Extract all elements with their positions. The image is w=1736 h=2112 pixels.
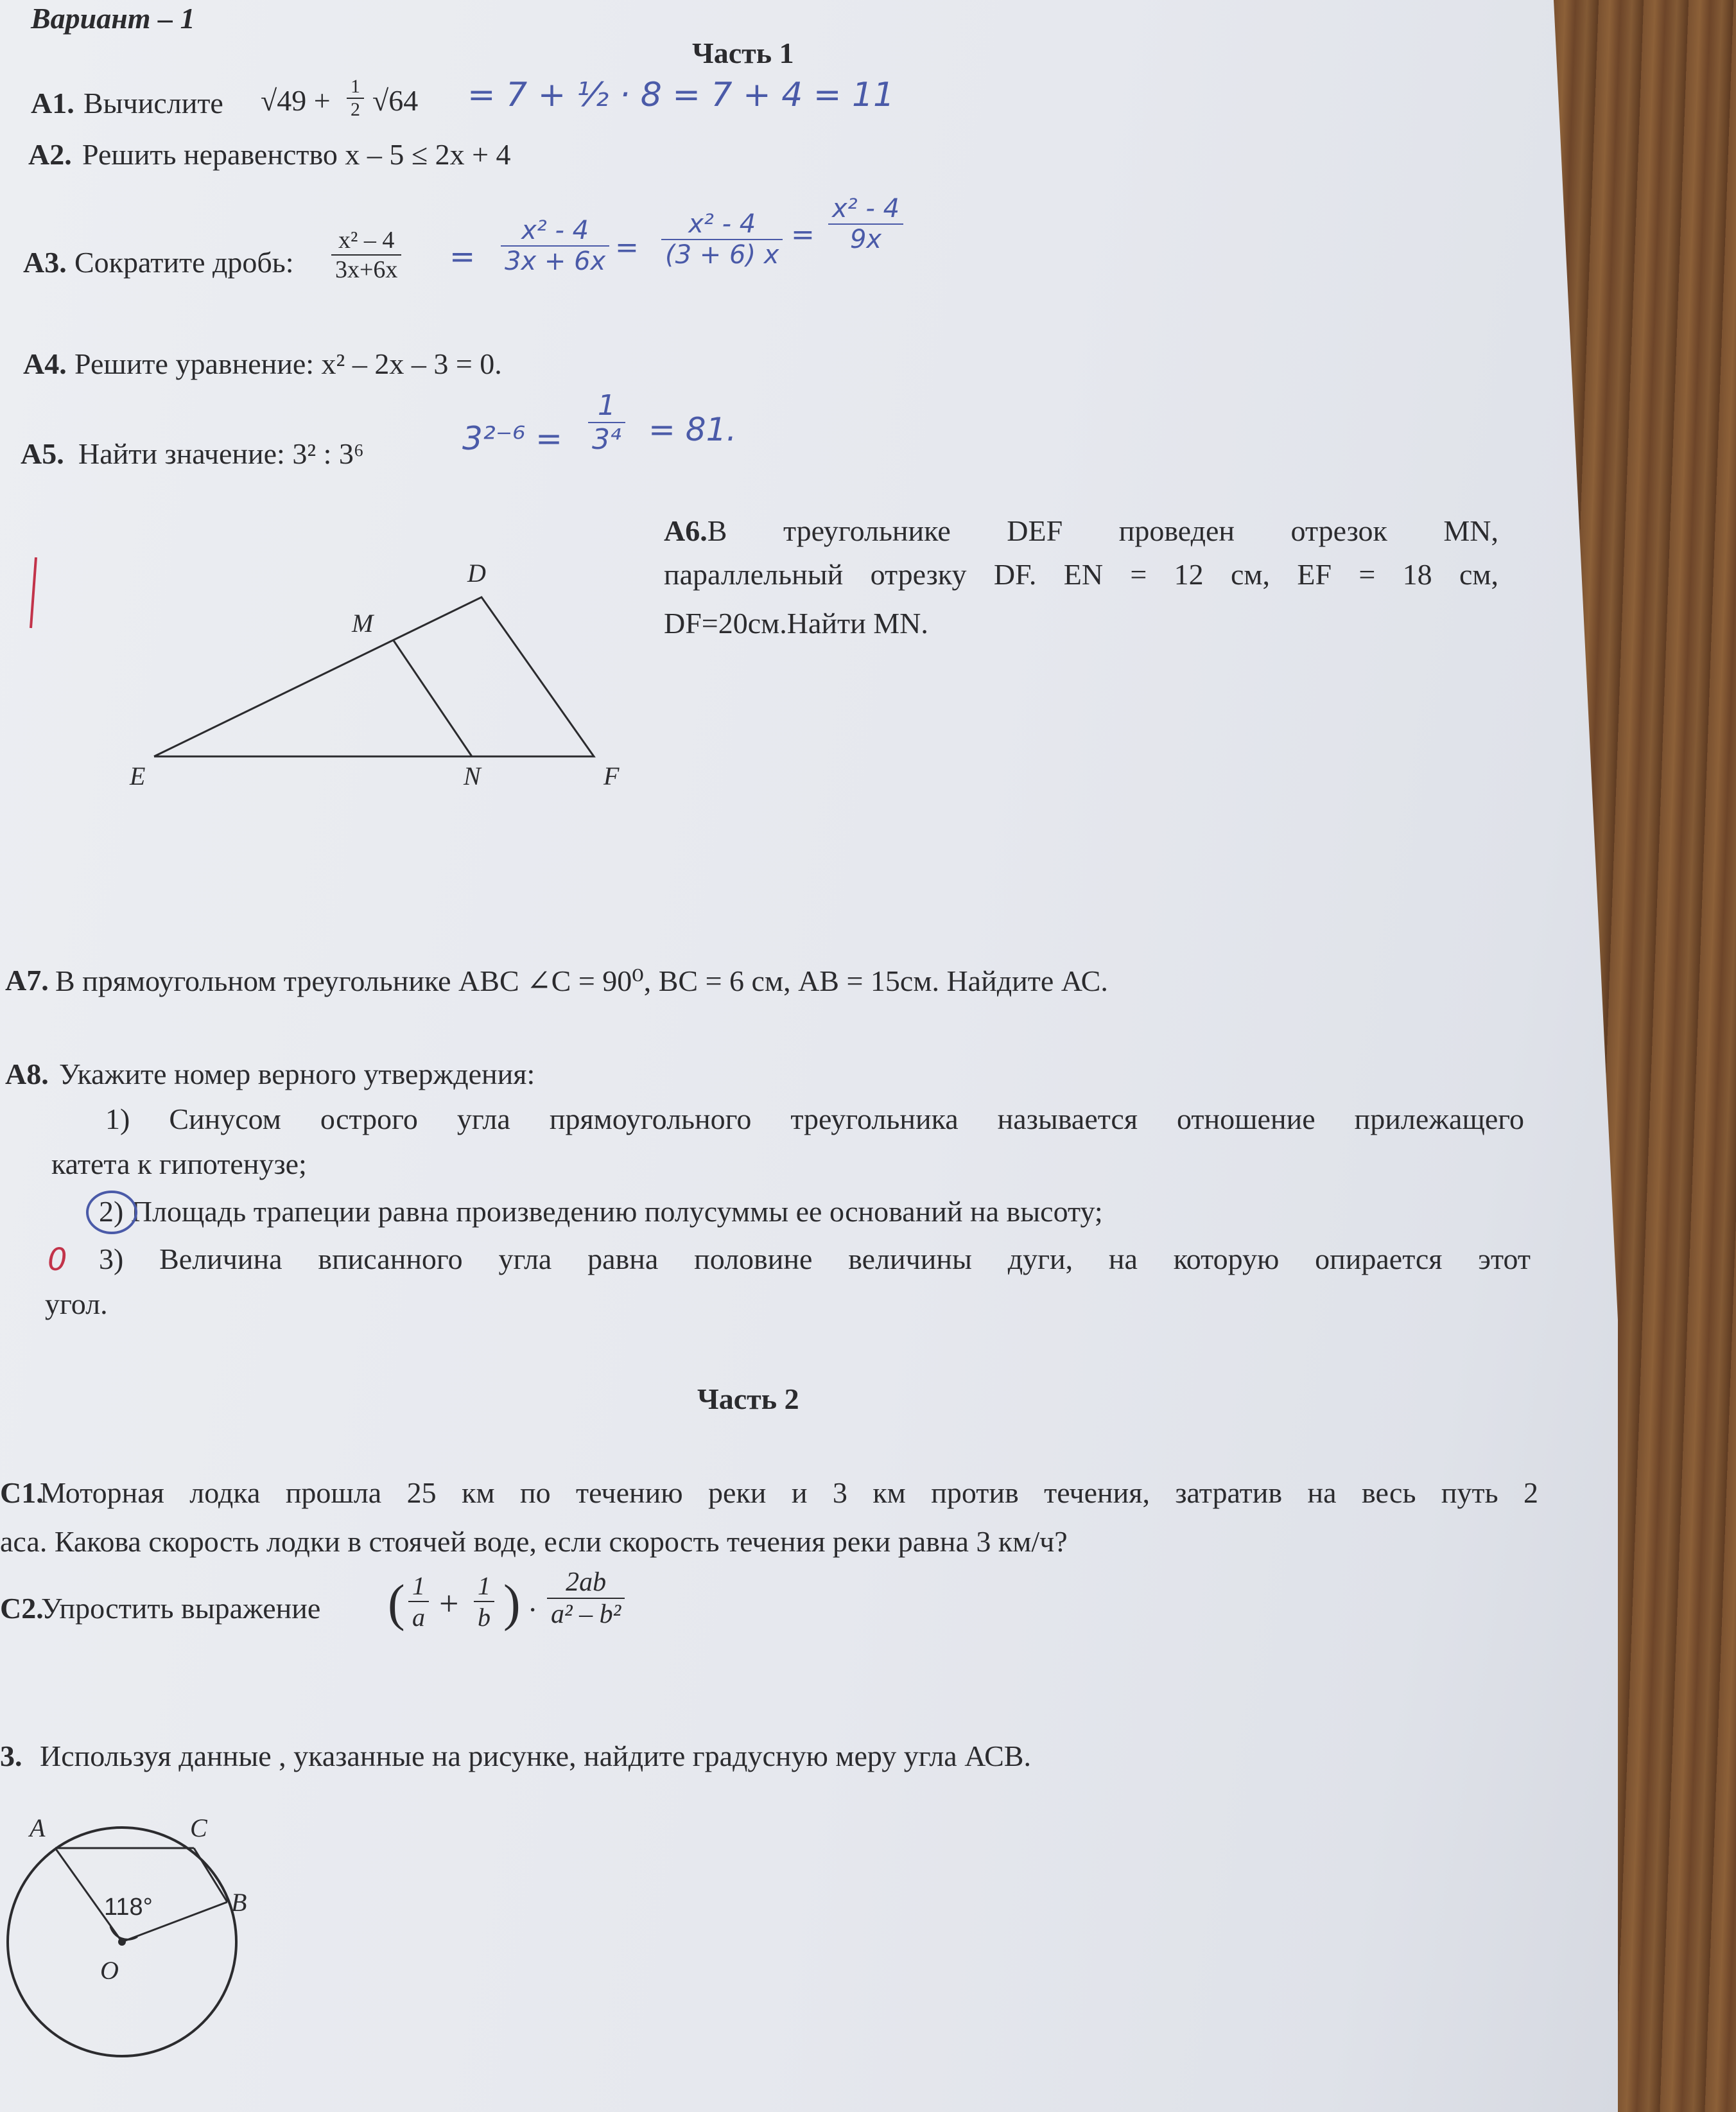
point-m-label: M [352,609,374,638]
a5-hw-answer: 3²⁻⁶ = [462,420,563,457]
a8-item3-line1: 3) Величина вписанного угла равна половине величины дуги, на которую опирается этот [99,1243,1531,1275]
c2-dot: · [528,1593,538,1626]
angle-118-label: 118° [104,1894,153,1921]
circle-acb-diagram [0,0,321,2112]
c2-fraction-2: $\frac{2ab}{\text{a² – b²}}$ [547,1567,625,1630]
c2-fraction-1a: $\frac{1}{a}$ [408,1571,429,1632]
a3-text: Сократите дробь: [74,246,294,279]
a8-text: Укажите номер верного утверждения: [59,1058,535,1090]
c2-label: С2. [0,1592,44,1625]
a1-expression: √49 + [261,84,331,117]
c1-line1: Моторная лодка прошла 25 км по течению реки и 3 км против течения, затратив на весь путь 2 [40,1476,1538,1509]
a1-handwritten-answer: = 7 + ½ · 8 = 7 + 4 = 11 [467,76,895,114]
a5-hw-fraction: $\frac{1}{\text{3⁴}}$ [588,389,625,456]
point-f-label: F [603,762,620,790]
a2-text: Решить неравенство x – 5 ≤ 2x + 4 [82,138,511,171]
a3-hw-eq3: = [791,218,815,251]
a1-sqrt64: √64 [372,84,419,117]
a7-label: А7. [5,964,49,997]
a3-hw-eq2: = [615,231,639,264]
a8-label: А8. [5,1058,49,1090]
a6-line3: DF=20см.Найти MN. [664,607,928,640]
a2-label: А2. [28,138,72,171]
point-d-label: D [467,559,486,588]
a8-item1-line1: 1) Синусом острого угла прямоугольного треугольника называется отношение прилежащего [105,1103,1524,1135]
a5-text: Найти значение: 3² : 3⁶ [78,437,364,470]
a8-red-zero-mark: 0 [48,1242,67,1278]
c3-label: 3. [0,1740,22,1772]
segment-mn [393,640,472,756]
a4-label: А4. [23,347,67,380]
c2-text: Упростить выражение [41,1592,321,1625]
a8-item1-line2: катета к гипотенузе; [51,1148,307,1180]
a1-text: Вычислите [83,87,223,119]
a1-label: А1. [31,87,74,119]
point-n-label: N [464,762,481,790]
point-e-label: E [130,762,146,790]
a4-text: Решите уравнение: x² – 2x – 3 = 0. [74,347,502,380]
c2-fraction-1b: $\frac{1}{b}$ [474,1571,494,1632]
a6-line2: параллельный отрезку DF. EN = 12 см, EF = 18 см, [664,558,1498,591]
c3-text: Используя данные , указанные на рисунке, найдите градусную меру угла АСВ. [40,1740,1031,1772]
a5-hw-result: = 81. [648,411,737,448]
point-a-label: A [30,1813,46,1842]
a8-item2: 2) Площадь трапеции равна произведению полусуммы ее оснований на высоту; [99,1195,1103,1228]
point-c-label: C [190,1813,207,1842]
a1-half-fraction: $\frac{1}{2}$ [347,76,364,121]
point-o-label: O [100,1956,119,1985]
a3-label: А3. [23,246,67,279]
center-point [118,1938,126,1946]
a3-hw-fraction-3: $\frac{\text{x² - 4}}{9x}$ [828,194,903,254]
c1-line2: аса. Какова скорость лодки в стоячей воде, если скорость течения реки равна 3 км/ч? [0,1525,1068,1558]
chord-cb [194,1848,227,1902]
part1-heading: Часть 1 [692,37,794,69]
variant-title: Вариант – 1 [31,2,195,35]
part2-heading: Часть 2 [697,1383,799,1415]
a8-item3-line2: угол. [45,1287,108,1320]
c1-label: С1. [0,1476,44,1509]
a3-hw-fraction-2: $\frac{\text{x² - 4}}{(3 + 6) x}$ [661,209,783,270]
a3-fraction: $\frac{\text{x² – 4}}{3x+6x}$ [331,226,401,284]
c2-close-paren: ) [503,1575,521,1632]
c2-open-paren: ( [388,1575,405,1632]
a3-hw-eq1: = [449,239,476,275]
point-b-label: B [231,1888,247,1917]
a5-label: А5. [21,437,64,470]
a6-line1: А6.В треугольнике DEF проведен отрезок MN, [664,514,1498,547]
c2-plus: + [439,1584,459,1623]
a3-hw-fraction-1: $\frac{\text{x² - 4}}{3x + 6x}$ [501,216,609,276]
a7-text: В прямоугольном треугольнике АВС ∠С = 90⁰, ВС = 6 см, АВ = 15см. Найдите АС. [55,964,1108,997]
